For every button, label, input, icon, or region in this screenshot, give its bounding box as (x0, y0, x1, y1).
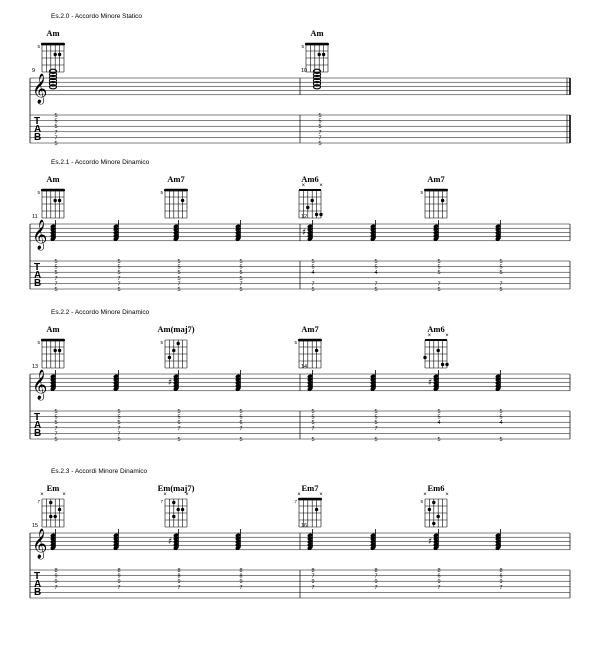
tab-clef-letter: B (34, 278, 42, 289)
tab-fret-number: 7 (239, 281, 243, 288)
diagram-barre (305, 43, 329, 46)
tab-clef-letter: A (34, 270, 42, 281)
diagram-fret-number: 5 (37, 190, 40, 195)
tab-fret-number: 7 (311, 281, 315, 288)
tab-fret-number: 5 (318, 113, 322, 119)
tab-clef-letter: B (34, 428, 42, 439)
diagram-finger-dot (172, 501, 175, 504)
tab-clef-letter: T (34, 571, 41, 582)
tab-fret-number: 7 (499, 584, 503, 591)
treble-clef: 𝄞 (32, 370, 48, 400)
tab-fret-number: 6 (499, 573, 503, 580)
diagram-finger-dot (441, 199, 444, 202)
diagram-finger-dot (172, 349, 175, 352)
tab-fret-number: 5 (54, 414, 58, 421)
tab-fret-number: 7 (239, 425, 243, 432)
tab-fret-number: 5 (437, 270, 441, 277)
treble-clef: 𝄞 (32, 529, 48, 559)
diagram-finger-dot (318, 53, 321, 56)
tab-fret-number: 7 (374, 281, 378, 288)
tab-fret-number: 6 (177, 420, 181, 427)
tab-fret-number: 9 (311, 579, 315, 586)
measure-number: 12 (301, 214, 308, 220)
diagram-mute-mark: × (40, 492, 44, 498)
tab-fret-number: 8 (239, 568, 243, 574)
sharp-accidental: ♯ (428, 537, 433, 547)
tab-fret-number: 5 (239, 270, 243, 277)
tab-fret-number: 6 (239, 420, 243, 427)
diagram-finger-dot (58, 53, 61, 56)
tab-fret-number: 5 (499, 270, 503, 277)
diagram-barre (41, 43, 65, 46)
diagram-finger-dot (181, 199, 184, 202)
diagram-mute-mark: × (163, 492, 167, 498)
diagram-finger-dot (54, 199, 57, 202)
exercise-title: Es.2.1 - Accordo Minore Dinamico (51, 159, 150, 166)
tab-fret-number: 7 (499, 281, 503, 288)
tab-fret-number: 8 (117, 568, 121, 574)
tab-fret-number: 7 (54, 431, 58, 438)
diagram-barre (41, 189, 65, 192)
measure-number: 10 (301, 68, 308, 74)
diagram-finger-dot (54, 515, 57, 518)
measure-number: 15 (32, 523, 39, 529)
tab-fret-number: 5 (499, 287, 503, 293)
tab-clef-letter: A (34, 579, 42, 590)
tab-fret-number: 5 (374, 264, 378, 271)
tab-fret-number: 5 (54, 420, 58, 427)
tab-fret-number: 9 (177, 579, 181, 586)
exercise-system (30, 13, 570, 147)
chord-name: Em6 (427, 483, 445, 493)
diagram-finger-dot (432, 501, 435, 504)
diagram-fret-number: 5 (420, 190, 423, 195)
tab-fret-number: 5 (311, 420, 315, 427)
tab-fret-number: 7 (117, 281, 121, 288)
diagram-fret-number: 5 (37, 44, 40, 49)
tab-fret-number: 5 (239, 275, 243, 282)
tab-fret-number: 5 (54, 409, 58, 415)
tab-fret-number: 7 (177, 425, 181, 432)
tab-fret-number: 5 (318, 141, 322, 147)
chord-name: Am7 (427, 174, 445, 184)
tab-fret-number: 6 (437, 573, 441, 580)
tab-fret-number: 5 (117, 259, 121, 265)
chord-name: Am (310, 28, 324, 38)
tab-fret-number: 5 (499, 259, 503, 265)
tab-fret-number: 5 (54, 124, 58, 131)
diagram-mute-mark: × (319, 183, 323, 189)
tab-fret-number: 5 (437, 264, 441, 271)
tab-fret-number: 5 (311, 437, 315, 443)
chord-name: Am7 (301, 324, 319, 334)
tab-fret-number: 5 (177, 437, 181, 443)
tab-fret-number: 5 (374, 420, 378, 427)
tab-fret-number: 5 (117, 409, 121, 415)
tab-fret-number: 5 (177, 275, 181, 282)
tab-fret-number: 5 (437, 259, 441, 265)
diagram-finger-dot (441, 363, 444, 366)
sharp-accidental: ♯ (168, 378, 173, 388)
diagram-finger-dot (315, 508, 318, 511)
treble-clef: 𝄞 (32, 220, 48, 250)
diagram-finger-dot (58, 199, 61, 202)
diagram-finger-dot (54, 53, 57, 56)
chord-name: Am (46, 174, 60, 184)
tab-fret-number: 5 (311, 414, 315, 421)
tab-fret-number: 5 (374, 287, 378, 293)
diagram-finger-dot (437, 349, 440, 352)
tab-fret-number: 5 (311, 259, 315, 265)
chord-name: Am6 (301, 174, 319, 184)
diagram-finger-dot (319, 213, 322, 216)
tab-fret-number: 5 (54, 437, 58, 443)
tab-fret-number: 5 (54, 141, 58, 147)
diagram-finger-dot (177, 508, 180, 511)
tab-fret-number: 5 (437, 437, 441, 443)
chord-name: Am(maj7) (157, 324, 195, 334)
tab-fret-number: 7 (117, 584, 121, 591)
chord-name: Em(maj7) (157, 483, 195, 493)
diagram-finger-dot (423, 356, 426, 359)
tab-fret-number: 5 (177, 264, 181, 271)
tab-fret-number: 8 (177, 568, 181, 574)
tab-fret-number: 8 (311, 568, 315, 574)
tab-fret-number: 5 (177, 414, 181, 421)
exercise-system (30, 159, 570, 293)
diagram-finger-dot (437, 515, 440, 518)
tab-fret-number: 8 (437, 568, 441, 574)
tab-fret-number: 5 (117, 270, 121, 277)
diagram-finger-dot (306, 206, 309, 209)
diagram-fret-number: 7 (37, 499, 40, 504)
tab-fret-number: 7 (374, 584, 378, 591)
chord-name: Em (46, 483, 60, 493)
tab-fret-number: 5 (239, 409, 243, 415)
sharp-accidental: ♯ (302, 228, 307, 238)
sharp-accidental: ♯ (428, 378, 433, 388)
sharp-accidental: ♯ (168, 537, 173, 547)
diagram-mute-mark: × (319, 492, 323, 498)
tab-fret-number: 7 (437, 584, 441, 591)
measure-number: 9 (32, 68, 36, 74)
diagram-finger-dot (172, 515, 175, 518)
tab-fret-number: 9 (54, 573, 58, 580)
tab-fret-number: 5 (239, 259, 243, 265)
tab-fret-number: 5 (177, 259, 181, 265)
tab-fret-number: 7 (437, 281, 441, 288)
tab-fret-number: 5 (117, 437, 121, 443)
tab-fret-number: 7 (374, 425, 378, 432)
chord-name: Am (46, 28, 60, 38)
exercise-system (30, 468, 570, 598)
measure-number: 14 (301, 364, 308, 370)
tab-clef-letter: A (34, 124, 42, 135)
chord-name: Am7 (167, 174, 185, 184)
tab-fret-number: 8 (374, 568, 378, 574)
tab-fret-number: 7 (374, 573, 378, 580)
tab-fret-number: 8 (177, 573, 181, 580)
diagram-finger-dot (54, 349, 57, 352)
tab-fret-number: 5 (318, 118, 322, 125)
diagram-finger-dot (168, 356, 171, 359)
tab-fret-number: 9 (374, 579, 378, 586)
tab-fret-number: 7 (54, 425, 58, 432)
tab-fret-number: 8 (499, 568, 503, 574)
tab-fret-number: 7 (54, 281, 58, 288)
diagram-finger-dot (428, 508, 431, 511)
tab-clef-letter: B (34, 587, 42, 598)
tab-fret-number: 7 (311, 584, 315, 591)
tab-fret-number: 5 (311, 264, 315, 271)
tab-fret-number: 9 (239, 579, 243, 586)
diagram-fret-number: 5 (301, 44, 304, 49)
diagram-fret-number: 6 (420, 499, 423, 504)
exercise-title: Es.2.3 - Accordi Minore Dinamico (51, 468, 148, 475)
tab-fret-number: 5 (374, 414, 378, 421)
tab-clef-letter: T (34, 412, 41, 423)
diagram-barre (298, 339, 322, 342)
tab-fret-number: 5 (177, 270, 181, 277)
tab-fret-number: 7 (117, 275, 121, 282)
diagram-finger-dot (311, 199, 314, 202)
tab-fret-number: 4 (499, 420, 503, 427)
tab-fret-number: 5 (239, 264, 243, 271)
diagram-finger-dot (315, 213, 318, 216)
tab-fret-number: 7 (311, 573, 315, 580)
chord-name: Am6 (427, 324, 445, 334)
diagram-mute-mark: × (427, 333, 432, 339)
exercise-system (30, 309, 570, 443)
tab-fret-number: 5 (499, 437, 503, 443)
diagram-barre (41, 339, 65, 342)
chord-name: Em7 (301, 483, 319, 493)
diagram-finger-dot (49, 515, 52, 518)
diagram-fret-number: 7 (294, 499, 297, 504)
tab-fret-number: 5 (239, 414, 243, 421)
diagram-barre (164, 189, 188, 192)
diagram-finger-dot (181, 508, 184, 511)
tab-fret-number: 5 (374, 259, 378, 265)
diagram-finger-dot (58, 349, 61, 352)
diagram-barre (298, 498, 322, 501)
tab-fret-number: 5 (239, 437, 243, 443)
diagram-fret-number: 5 (160, 340, 163, 345)
tab-fret-number: 5 (374, 437, 378, 443)
chord-name: Am (46, 324, 60, 334)
diagram-finger-dot (432, 522, 435, 525)
tab-clef-letter: A (34, 420, 42, 431)
diagram-mute-mark: × (297, 492, 301, 498)
tab-fret-number: 5 (318, 124, 322, 131)
tab-fret-number: 5 (311, 287, 315, 293)
tab-fret-number: 5 (437, 287, 441, 293)
tab-fret-number: 5 (54, 259, 58, 265)
tab-fret-number: 5 (117, 264, 121, 271)
tab-fret-number: 4 (437, 420, 441, 427)
tab-fret-number: 5 (177, 287, 181, 293)
diagram-mute-mark: × (301, 183, 306, 189)
tab-fret-number: 4 (374, 270, 378, 277)
diagram-mute-mark: × (445, 492, 449, 498)
diagram-mute-mark: × (445, 333, 449, 339)
tab-fret-number: 7 (177, 281, 181, 288)
tab-fret-number: 8 (54, 568, 58, 574)
tab-fret-number: 9 (117, 573, 121, 580)
tab-fret-number: 5 (499, 409, 503, 415)
diagram-mute-mark: × (185, 492, 189, 498)
tab-fret-number: 5 (117, 287, 121, 293)
tab-fret-number: 7 (54, 129, 58, 136)
diagram-fret-number: 7 (160, 499, 163, 504)
tab-fret-number: 5 (239, 287, 243, 293)
tab-clef-letter: T (34, 116, 41, 127)
tab-fret-number: 7 (318, 135, 322, 142)
exercise-title: Es.2.0 - Accordo Minore Statico (51, 13, 143, 20)
diagram-mute-mark: × (62, 492, 66, 498)
tab-fret-number: 5 (437, 414, 441, 421)
diagram-finger-dot (315, 349, 318, 352)
tab-fret-number: 5 (311, 409, 315, 415)
tab-fret-number: 5 (177, 409, 181, 415)
diagram-barre (424, 189, 448, 192)
tab-fret-number: 4 (311, 270, 315, 277)
tab-fret-number: 7 (54, 275, 58, 282)
tab-fret-number: 9 (499, 579, 503, 586)
tab-fret-number: 5 (117, 414, 121, 421)
tab-fret-number: 5 (437, 409, 441, 415)
diagram-fret-number: 5 (37, 340, 40, 345)
tab-fret-number: 8 (239, 573, 243, 580)
tab-clef-letter: B (34, 132, 42, 143)
tab-fret-number: 7 (318, 129, 322, 136)
measure-number: 16 (301, 523, 308, 529)
diagram-finger-dot (445, 363, 448, 366)
tab-fret-number: 5 (499, 414, 503, 421)
tab-fret-number: 7 (117, 425, 121, 432)
diagram-finger-dot (322, 53, 325, 56)
tab-fret-number: 7 (239, 584, 243, 591)
treble-clef: 𝄞 (32, 74, 48, 104)
diagram-fret-number: 5 (160, 190, 163, 195)
tab-fret-number: 7 (117, 431, 121, 438)
diagram-finger-dot (58, 508, 61, 511)
exercise-title: Es.2.2 - Accordo Minore Dinamico (51, 309, 150, 316)
tab-fret-number: 5 (54, 270, 58, 277)
tab-fret-number: 9 (54, 579, 58, 586)
tab-fret-number: 9 (437, 579, 441, 586)
tab-fret-number: 7 (311, 425, 315, 432)
tab-fret-number: 5 (54, 287, 58, 293)
tab-fret-number: 5 (117, 420, 121, 427)
measure-number: 13 (32, 364, 39, 370)
tab-fret-number: 5 (374, 409, 378, 415)
tab-fret-number: 7 (54, 135, 58, 142)
tab-fret-number: 5 (54, 113, 58, 119)
tab-fret-number: 7 (54, 584, 58, 591)
tab-fret-number: 5 (499, 264, 503, 271)
tab-fret-number: 7 (177, 584, 181, 591)
diagram-mute-mark: × (423, 492, 427, 498)
tab-fret-number: 5 (54, 264, 58, 271)
diagram-finger-dot (49, 501, 52, 504)
tab-fret-number: 9 (117, 579, 121, 586)
diagram-finger-dot (177, 342, 180, 345)
tab-fret-number: 5 (54, 118, 58, 125)
measure-number: 11 (32, 214, 38, 220)
tab-clef-letter: T (34, 262, 41, 273)
diagram-fret-number: 5 (294, 340, 297, 345)
